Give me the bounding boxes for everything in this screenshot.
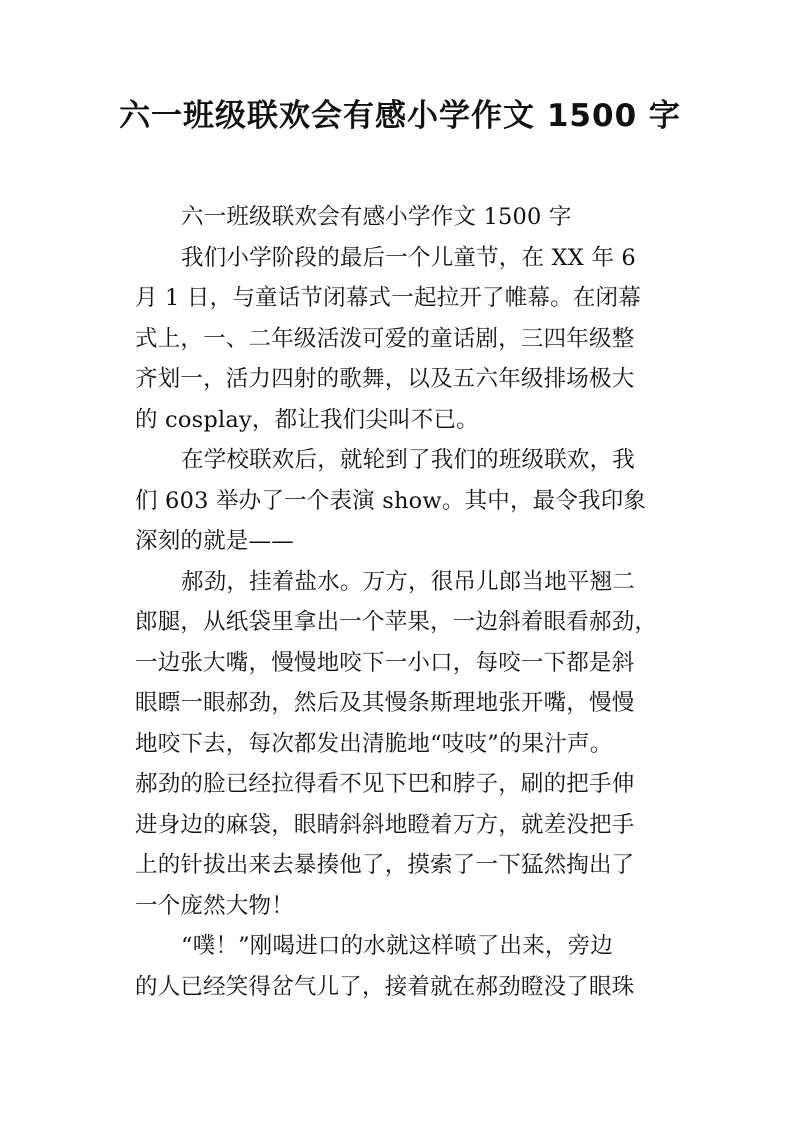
paragraph-line: 地咬下去，每次都发出清脆地“吱吱”的果汁声。: [135, 730, 613, 757]
document-title: 六一班级联欢会有感小学作文 1500 字: [119, 98, 681, 134]
paragraph-line: 上的针拔出来去暴揍他了，摸索了一下猛然掏出了: [135, 852, 635, 878]
paragraph-line: 深刻的就是——: [135, 528, 294, 554]
paragraph-line: 一个庞然大物！: [135, 892, 294, 919]
paragraph-line: “噗！”刚喝进口的水就这样喷了出来，旁边: [181, 933, 614, 959]
paragraph-line: 我们小学阶段的最后一个儿童节，在 XX 年 6: [181, 244, 636, 271]
paragraph-line: 进身边的麻袋，眼睛斜斜地瞪着万方，就差没把手: [135, 811, 635, 838]
paragraph-line: 郝劲的脸已经拉得看不见下巴和脖子，刷的把手伸: [135, 771, 635, 797]
paragraph-line: 式上，一、二年级活泼可爱的童话剧，三四年级整: [135, 325, 635, 352]
paragraph-line: 郎腿，从纸袋里拿出一个苹果，一边斜着眼看郝劲，: [135, 609, 658, 635]
article-body: [135, 197, 670, 1007]
paragraph-line: 的 cosplay，都让我们尖叫不已。: [135, 406, 479, 433]
paragraph-line: 眼瞟一眼郝劲，然后及其慢条斯理地张开嘴，慢慢: [135, 690, 635, 716]
paragraph-line: 齐划一，活力四射的歌舞，以及五六年级排场极大: [135, 366, 635, 392]
paragraph-line: 月 1 日，与童话节闭幕式一起拉开了帷幕。在闭幕: [135, 285, 641, 311]
article-subtitle: 六一班级联欢会有感小学作文 1500 字: [181, 204, 572, 230]
paragraph-line: 一边张大嘴，慢慢地咬下一小口，每咬一下都是斜: [135, 649, 635, 676]
paragraph-line: 们 603 举办了一个表演 show。其中，最令我印象: [135, 487, 647, 514]
paragraph-line: 的人已经笑得岔气儿了，接着就在郝劲瞪没了眼珠: [135, 973, 635, 1000]
paragraph-line: 郝劲，挂着盐水。万方，很吊儿郎当地平翘二: [181, 568, 636, 595]
paragraph-line: 在学校联欢后，就轮到了我们的班级联欢，我: [181, 447, 636, 473]
